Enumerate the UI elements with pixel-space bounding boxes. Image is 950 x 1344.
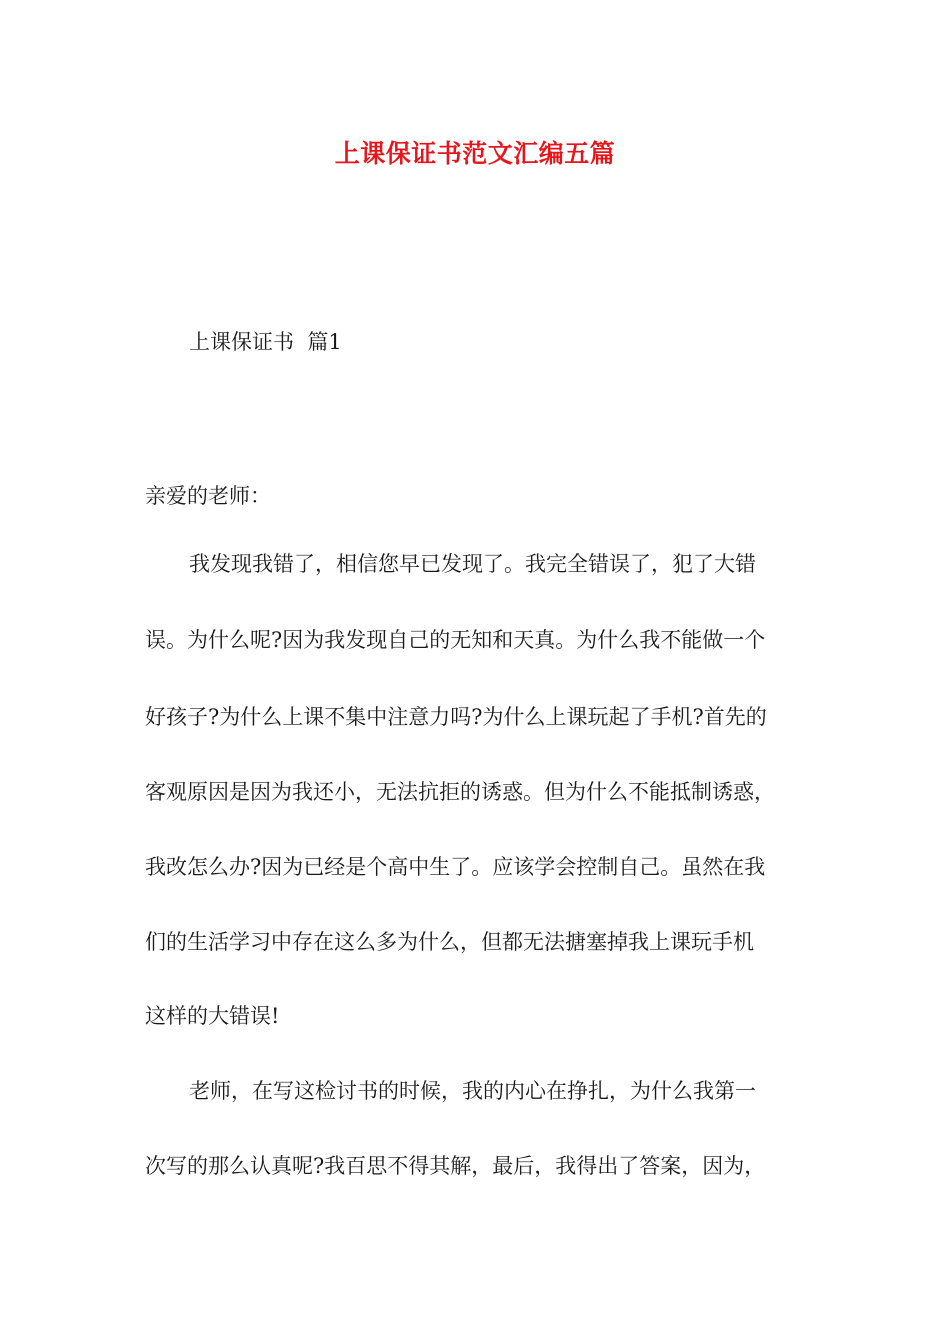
document-title: 上课保证书范文汇编五篇 [334,139,616,168]
body-line: 们的生活学习中存在这么多为什么，但都无法搪塞掉我上课玩手机 [145,930,754,954]
body-line: 次写的那么认真呢?我百思不得其解，最后，我得出了答案，因为， [145,1154,766,1178]
body-line: 我发现我错了，相信您早已发现了。我完全错误了，犯了大错 [189,552,756,576]
body-line: 这样的大错误! [145,1004,280,1028]
salutation: 亲爱的老师： [145,484,271,508]
body-line: 误。为什么呢?因为我发现自己的无知和天真。为什么我不能做一个 [145,628,766,652]
section-heading: 上课保证书 篇1 [189,330,342,354]
body-line: 客观原因是因为我还小，无法抗拒的诱惑。但为什么不能抵制诱惑， [145,780,775,804]
body-line: 老师，在写这检讨书的时候，我的内心在挣扎，为什么我第一 [189,1079,756,1103]
body-line: 好孩子?为什么上课不集中注意力吗?为什么上课玩起了手机?首先的 [145,705,767,729]
body-line: 我改怎么办?因为已经是个高中生了。应该学会控制自己。虽然在我 [145,855,766,879]
